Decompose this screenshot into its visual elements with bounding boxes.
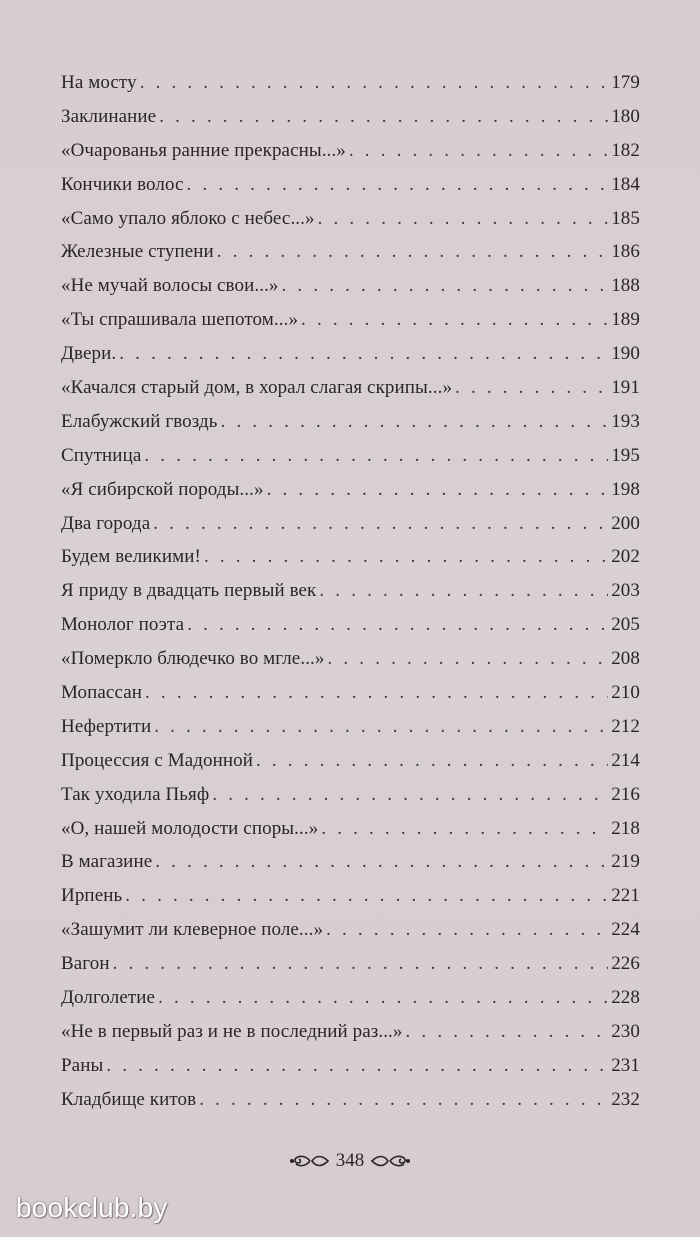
toc-entry (61, 682, 640, 716)
toc-entry-title: Я приду в двадцать первый век (61, 580, 317, 602)
toc-leader-dots (318, 208, 609, 230)
toc-entry (61, 377, 640, 411)
toc-leader-dots (217, 241, 608, 263)
toc-leader-dots (321, 818, 608, 840)
toc-entry (61, 174, 640, 208)
scroll-ornament-icon (288, 1151, 332, 1171)
toc-leader-dots (328, 648, 609, 670)
toc-entry-page: 230 (611, 1020, 640, 1042)
toc-entry (61, 818, 640, 852)
toc-entry-page: 231 (611, 1054, 640, 1076)
toc-entry-page: 186 (611, 241, 640, 263)
toc-entry-title: Двери. (61, 343, 117, 365)
toc-entry-title: Спутница (61, 444, 142, 466)
toc-leader-dots (349, 140, 608, 162)
toc-entry-page: 226 (611, 953, 640, 975)
toc-leader-dots (455, 377, 608, 399)
toc-entry-title: Заклинание (61, 105, 157, 127)
toc-entry-page: 205 (611, 614, 640, 636)
toc-entry-page: 200 (611, 512, 640, 534)
toc-entry-page: 179 (611, 72, 640, 93)
toc-leader-dots (119, 343, 608, 365)
toc-entry-page: 193 (611, 410, 640, 432)
toc-entry-title: Будем великими! (61, 546, 201, 568)
toc-entry-page: 208 (611, 648, 640, 670)
toc-entry (61, 309, 640, 343)
toc-entry (61, 106, 640, 140)
toc-entry-page: 232 (611, 1088, 640, 1110)
toc-entry (61, 343, 640, 377)
toc-entry (61, 140, 640, 174)
toc-entry-title: Кладбище китов (61, 1088, 197, 1110)
toc-leader-dots (145, 682, 608, 704)
toc-entry-title: Долголетие (61, 987, 156, 1009)
toc-entry-page: 185 (611, 207, 640, 229)
toc-leader-dots (154, 716, 608, 738)
toc-entry-page: 210 (611, 682, 640, 704)
toc-leader-dots (326, 919, 608, 941)
toc-entry (61, 445, 640, 479)
toc-entry-title: «Не в первый раз и не в последний раз...» (61, 1020, 403, 1042)
toc-entry-title: «О, нашей молодости споры...» (61, 817, 319, 839)
toc-entry-title: Ирпень (61, 885, 123, 907)
toc-leader-dots (301, 309, 608, 331)
toc-entry (61, 275, 640, 309)
toc-leader-dots (319, 580, 608, 602)
toc-leader-dots (212, 784, 608, 806)
toc-entry-title: «Очарованья ранние прекрасны...» (61, 139, 346, 161)
toc-leader-dots (199, 1089, 608, 1111)
toc-entry-page: 214 (611, 749, 640, 771)
toc-entry (61, 72, 640, 106)
toc-entry (61, 953, 640, 987)
toc-entry-title: «Ты спрашивала шепотом...» (61, 309, 299, 331)
toc-entry-title: Нефертити (61, 715, 152, 737)
toc-entry-title: «Качался старый дом, в хорал слагая скрипы...» (61, 377, 453, 399)
toc-entry (61, 1055, 640, 1089)
toc-entry-page: 216 (611, 783, 640, 805)
page-number: 348 (335, 1150, 365, 1171)
toc-entry-title: Мопассан (61, 682, 143, 704)
toc-entry (61, 716, 640, 750)
toc-leader-dots (282, 275, 609, 297)
toc-entry (61, 919, 640, 953)
toc-entry-title: Железные ступени (61, 241, 214, 263)
toc-entry-title: Монолог поэта (61, 614, 185, 636)
toc-entry-title: Два города (61, 512, 151, 534)
toc-leader-dots (159, 106, 608, 128)
toc-entry (61, 1089, 640, 1123)
toc-entry-page: 195 (611, 444, 640, 466)
toc-entry-page: 182 (611, 139, 640, 161)
toc-entry (61, 648, 640, 682)
toc-entry (61, 987, 640, 1021)
toc-entry-title: «Зашумит ли клеверное поле...» (61, 919, 324, 941)
toc-leader-dots (144, 445, 608, 467)
toc-leader-dots (125, 885, 608, 907)
toc-leader-dots (113, 953, 609, 975)
toc-entry-title: «Померкло блюдечко во мгле...» (61, 648, 325, 670)
toc-entry-page: 221 (611, 885, 640, 907)
toc-entry-page: 190 (611, 343, 640, 365)
toc-entry (61, 750, 640, 784)
toc-entry-page: 224 (611, 919, 640, 941)
toc-entry-page: 212 (611, 715, 640, 737)
toc-entry (61, 1021, 640, 1055)
toc-leader-dots (106, 1055, 608, 1077)
toc-entry-page: 198 (611, 478, 640, 500)
toc-entry (61, 851, 640, 885)
table-of-contents (61, 72, 640, 1123)
toc-entry (61, 784, 640, 818)
toc-entry-page: 203 (611, 580, 640, 602)
toc-entry-title: Елабужский гвоздь (61, 410, 218, 432)
toc-entry (61, 411, 640, 445)
toc-entry-page: 191 (611, 377, 640, 399)
toc-entry-title: Раны (61, 1054, 104, 1076)
toc-entry (61, 546, 640, 580)
toc-entry (61, 885, 640, 919)
toc-entry-title: Кончики волос (61, 173, 184, 195)
toc-entry-title: «Я сибирской породы...» (61, 478, 264, 500)
watermark: bookclub.by (16, 1192, 168, 1223)
toc-entry-page: 202 (611, 546, 640, 568)
toc-entry (61, 241, 640, 275)
toc-leader-dots (204, 546, 608, 568)
toc-entry (61, 580, 640, 614)
toc-entry-title: Вагон (61, 953, 110, 975)
toc-entry (61, 513, 640, 547)
toc-entry-title: Процессия с Мадонной (61, 749, 253, 771)
toc-leader-dots (187, 174, 609, 196)
toc-leader-dots (158, 987, 608, 1009)
toc-entry (61, 479, 640, 513)
toc-leader-dots (187, 614, 608, 636)
toc-entry (61, 614, 640, 648)
toc-leader-dots (153, 513, 608, 535)
toc-leader-dots (140, 72, 609, 94)
toc-entry-page: 189 (611, 309, 640, 331)
toc-entry-title: «Само упало яблоко с небес...» (61, 207, 315, 229)
toc-entry-page: 188 (611, 275, 640, 297)
toc-entry-title: На мосту (61, 72, 137, 93)
toc-entry-page: 219 (611, 851, 640, 873)
toc-entry (61, 208, 640, 242)
toc-leader-dots (267, 479, 609, 501)
toc-entry-page: 228 (611, 987, 640, 1009)
toc-entry-page: 184 (611, 173, 640, 195)
toc-leader-dots (256, 750, 608, 772)
page-footer (0, 1150, 700, 1172)
toc-entry-page: 218 (611, 817, 640, 839)
toc-entry-title: В магазине (61, 851, 153, 873)
toc-entry-page: 180 (611, 105, 640, 127)
toc-leader-dots (221, 411, 609, 433)
toc-leader-dots (406, 1021, 609, 1043)
toc-leader-dots (155, 851, 608, 873)
toc-entry-title: «Не мучай волосы свои...» (61, 275, 279, 297)
scroll-ornament-icon (368, 1151, 412, 1171)
toc-entry-title: Так уходила Пьяф (61, 783, 210, 805)
